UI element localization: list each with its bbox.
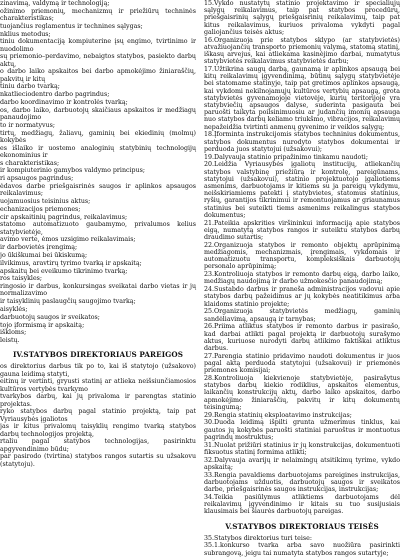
text-line: ryko statybos darbų pagal statinio projektą, taip pat Vyriausybės įgaliotos (0, 408, 196, 423)
text-paragraph: 30.Duoda leidimą išpilti grunta užmerimus tinklus, kai gautos jų kokybės paruošti statiniai paruoštus ir montuotus pagrindų mostruktus; (204, 419, 400, 441)
text-line: ilvikimus, aravtirų tyrimo tvarką ir apskaitą; (0, 259, 142, 267)
text-line: zinavimą, valdymą ir technologiją; (0, 0, 110, 7)
text-line: es išlaiko ir uostemo analoginių statybinių technologijų ekonominius ir (0, 144, 196, 159)
text-line: sų priemonio–perdavimo, nebaigtos statybos, pasiekto darbų aktų, (0, 53, 196, 68)
text-line: darbo koordinavimo ir kontrolės tvarką; (0, 98, 128, 106)
text-line: nkatlieciodentro darbo pagrindus; (0, 91, 110, 99)
text-paragraph: 23.Kontroliuoja statybos ir remonto darbų eigą, darbo laiko, medžiagų naudojimą ir darbo užmokesčio panaudojimą; (204, 271, 400, 286)
text-line: tiniu darbo tvarką; (0, 83, 60, 91)
text-line: apskaitų bei eveikumo tikrinimo tvarką; (0, 267, 128, 275)
text-line: uojamuosius teisinius aktus; (0, 197, 91, 205)
text-line: s charakteristikas; (0, 159, 60, 167)
text-line: ožinimo priemonių, mechanizmų ir priežiūrų techninės charakteristikas; (0, 7, 196, 22)
text-line: tuojančius reglamentus ir technines sąlygas; (0, 22, 143, 30)
text-paragraph: 34.Teikia pasiūlymus atliktiems darbuotojams dėl reikalavimų įgyvendinimo ir kitais su tuo susijusiais klausimais bei šiaurės darbuotojų pareigas. (204, 493, 400, 516)
text-line: tiniu dokumentaciją kompiuterine įsų engimo, tvirtinimo ir nuodolimo (0, 38, 196, 53)
text-line: ri apsaugos pagrindus; (0, 175, 74, 183)
text-paragraph: 35.1.konkurso tvarka arba savo nuožiūra pasirinkti subrangovą, jeigu tai numatyta statybos rangos sutartyje; (204, 542, 400, 557)
text-line: ros taisykles; (0, 275, 43, 283)
text-paragraph: 18.Įforminta instrukcijomis statybos techninius dokumentus, statybos dokumentus nurodyto statybos dokumentai ir perduoda juos statytojui (užsakovui); (204, 131, 400, 153)
text-line: par pasirodo (tvirtina) statybos rangos sutartis su užsakovu (statytoju). (0, 453, 196, 468)
right-column (204, 0, 400, 557)
text-line: jo ūkiškumai bei ūkiskumą; (0, 251, 88, 259)
text-paragraph: 33.Rengia pavaldiems darbuotojams pareigines instrukcijas, darbuotojams užduotis, darbuotojų saugos ir sveikatos darbe, priešgaisrinės saugos instrukcijas, instrukcijas; (204, 471, 400, 494)
text-line: o darbo laiko apskaitos bei darbo apmokėjimo žiniaraščių, pakvitų ir kitų (0, 68, 196, 83)
text-line: iškloms; (0, 329, 27, 337)
left-column-lines-before (0, 0, 196, 344)
right-column-lines-before (204, 0, 400, 516)
text-line: tirtų, medžiagų, žaliavų, gaminių bei ekiedinių (molmų) kokybės (0, 129, 196, 144)
text-line: ringosio ir darbus, konkursingas sveikatai darbo vietas ir jų normalizavimo (0, 283, 196, 298)
text-line: ėdavos darbe priešgaisrinės saugos ir aplinkos apsaugos reikalavimus; (0, 182, 196, 198)
text-line: cir apskaitinių pagrindus, reikalavimus; (0, 213, 128, 221)
text-line: ir kompiuterinio gamybos valdymo principus; (0, 167, 145, 175)
text-line: ir taisyklinių paslaugčių saugojimo tvarką; (0, 298, 136, 306)
right-column-lines-after (204, 535, 400, 557)
text-line: aisyklės; (0, 305, 28, 313)
text-line: os, darbo laiko, darbuotojų skaičiaus apskaitos ir medžiagų panaudojimo (0, 106, 196, 121)
text-paragraph: 21.Pateikia apskrities viršininkui informaciją apie statybos eigą, numatytą statybos rangos ir suteiktu statybos darbų draudimo sutartis; (204, 219, 400, 242)
section-heading-iv: IV.STATYBOS DIREKTORIAUS PAREIGOS (12, 350, 184, 360)
text-line: statomo automatizuoto gaubamymo, privalumos kelius statybvietėje, (0, 221, 196, 236)
text-line: echanizacijos priemones; (0, 205, 81, 213)
text-line: rtaliu pagal statybos technologijas, pasirinktu apgyvendinimo būdu; (0, 438, 196, 453)
section-heading-v: V.STATYBOS DIREKTORIAUS TEISĖS (225, 521, 379, 531)
text-line: tojo įformismą ir apskaitą; (0, 321, 85, 329)
text-line: ir darbovietės įrengimą; (0, 244, 78, 252)
text-paragraph: 28.Kontroliuoja kiekvienoje statybvietėje, pasirašytus statybos darbų kiekio rodiklius, apskaitos elementus, laikančių konstrukcijų aktų, darbo laiko apskaitos, darbo apmokėjimo žiniaraščių, pakvitų ir kitų dokumentų teisingumą; (204, 375, 400, 411)
text-paragraph: 19.Dalyvauja statinio pripažinimo tinkamu naudoti; (204, 153, 368, 161)
text-paragraph: 22.Organizuoja statybos ir remonto objektų aprūpinimą medžiagomis, mechanizmais, įrengimais, vykdomais ir automatizuotu transportu, kompleksiškais darbuotojų personalo aprūpinimą; (204, 241, 400, 271)
left-column-lines-after (0, 363, 196, 467)
text-paragraph: 15.Vykdo nustatytų statinio projektavimo ir specialiųjų sąlygų reikalavimus, taip pat statybos procedūrų, priešgaisrinių sąlygų priešgaisrinių reikalavimų, taip pat kitus reikalavimus, kuriuos privaloma vykdyti pagal galiojančius teisės aktus; (204, 0, 400, 36)
text-line: avimo verte, ėmos uzsigimo reikalavimais; (0, 236, 136, 244)
text-paragraph: 32.Dalyvauja avarijų ir nelaimingų atsitikimų tyrime, vykdo apskaitą; (204, 456, 400, 471)
text-line: jas ir kitus privalomų taisyklių rengimo tvarką statybos darbų technologijos projektą, (0, 423, 196, 438)
text-line: os direktorius darbus tik po to, kai iš statytojo (užsakovo) gauna leidimą statyti, (0, 363, 196, 378)
text-paragraph: 31.Nuolat prižiūri statinius ir jų konstrukcijas, dokumentuoti fiksuotus statinį formima atlikti; (204, 441, 400, 456)
text-line: nklius metodus; (0, 30, 51, 38)
text-paragraph: 35.Statybos direktorius turi teise: (204, 534, 312, 542)
text-paragraph: 17.Užtikrina saugų darbą, gaunamą ir aplinkos apsaugą bei kitų reikalavimų įgyvendinimą, būtinų sąlygų statybvietėje bei statomame statinyje, taip pat gretimos aplinkos apsaugą, kai vykdomi nekilnojamųjų kultūros vertybių apsaugą, grota statybvietės gyvenamojoje vietovėje, kurių teritorijoje yra statybviečių apsaugos dalyse, suderinta pasigauta bei paruošti taikyta poilsinimuosiu ar judančių imonių apsauga nuo statybos darbų keliamo triukšmo, vibracijos, reikalavimų nepažeidžia tvirtinti anmenų gyvenimo ir veiklos sąlygų; (204, 66, 400, 131)
text-line: to ir normatyvus; (0, 121, 55, 129)
text-paragraph: 20.Leidžia Vyriausybės įgaliotų institucijų, atliekančių statybos valstybinę priežiūrą ir kontrolę, pareigūnams, statytojui (užsakovui), statinio projektuotojo įgaliotiems asmenims, darbuotojams ir kitiems su ja pareigų vykdymu, neišskiriamiems patekti į statybvietes, statomus statinius, ryšių, garantijos tikrinimui ir remontuojamus ar griaunamus statinius bei suteikti tiems asmenims reikalingus statybos dokumentus; (204, 161, 400, 219)
text-paragraph: 27.Parengia statinio pridavimo naudoti dokumentus ir juos pagal aktą perduoda statytojui (užsakovui) ir priemonės priemones komisijai; (204, 352, 400, 375)
text-line: leistų. (0, 337, 20, 345)
text-line: darbuotojų saugos ir sveikatos; (0, 313, 100, 321)
text-line: tvarkybos darbų, kai jų privaloma ir parengtas statinio projektas. (0, 393, 196, 408)
text-paragraph: 26.Priima atliktus statybos ir remonto darbus ir pasirašo, kad darbai atlikti pagal projektą ir darbuotojų surašymo aktus, kuriuose nurodyti darbų atlikimo faktiškai atliktus darbus. (204, 323, 400, 353)
text-line: eitinų ir vertinti, gryusti statinį ar atlieka neišsiunčiamosios kultūros vertybės tvarkymo (0, 378, 196, 393)
text-paragraph: 16.Organizuoja prie statybos sklypo (ar statybvietės) atvažiuojančių transporto priemonių valymą, statomą statinį, iškasų arvejus, kai atliekama kasinėjimo darbai, numatytus statybvietės reikalavimus statybvietės darbu; (204, 36, 400, 66)
text-paragraph: 29.Rengia statinių eksploatavimo instrukcijas; (204, 411, 352, 419)
text-paragraph: 25.Organizuoja statybvietės medžiagų, gaminių sandėliavimą, apsaugą ir tarnybas; (204, 308, 400, 323)
text-paragraph: 24.Sustabdo darbus ir praneša administracijos vadovui apie statybos darbų pažeidimus ar jų kokybės neatitikimus arba klaidoms statinio projekte; (204, 286, 400, 308)
left-column (0, 0, 196, 468)
